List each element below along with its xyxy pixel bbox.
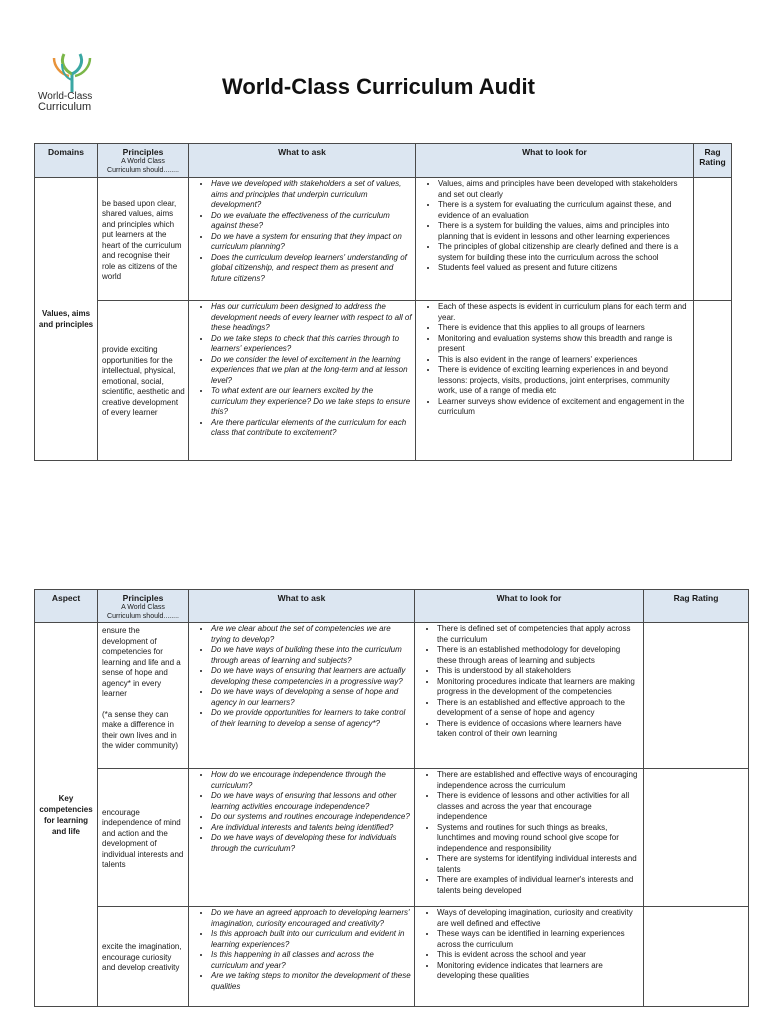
rag-rating-cell[interactable] bbox=[644, 907, 749, 1007]
what-to-look-for-cell bbox=[415, 907, 644, 1007]
list-item: • Learner surveys show evidence of excitement and engagement in the curriculum bbox=[438, 397, 690, 418]
rag-rating-cell[interactable] bbox=[694, 301, 732, 461]
list-item: • Do we have ways of ensuring that lessons and other learning activities encourage independence? bbox=[211, 791, 411, 812]
principle-text: ensure the development of competencies for learning and life and a sense of hope and agency* in every learner bbox=[102, 626, 181, 698]
header-what-to-look-for: What to look for bbox=[416, 144, 694, 178]
rag-rating-cell[interactable] bbox=[644, 623, 749, 769]
list-item: • There are examples of individual learner's interests and talents being developed bbox=[437, 875, 640, 896]
what-to-look-for-cell bbox=[416, 301, 694, 461]
table-row bbox=[35, 907, 749, 1007]
list-item: • Is this approach built into our curriculum and evident in learning experiences? bbox=[211, 929, 411, 950]
table-row bbox=[35, 623, 749, 769]
aspect-cell: Key competencies for learning and life bbox=[35, 623, 98, 1007]
table-row bbox=[35, 769, 749, 907]
list-item: • Systems and routines for such things as breaks, lunchtimes and moving round school give scope for independence and responsibility bbox=[437, 823, 640, 855]
rag-rating-cell[interactable] bbox=[644, 769, 749, 907]
list-item: • Do we provide opportunities for learners to take control of their learning to develop a sense of agency*? bbox=[211, 708, 411, 729]
list-item: • Do we consider the level of excitement in the learning experiences that we plan at the long-term and at lesson level? bbox=[211, 355, 412, 387]
list-item: • There is evidence of occasions where learners have taken control of their own learning bbox=[437, 719, 640, 740]
what-to-look-for-cell bbox=[415, 769, 644, 907]
table-row bbox=[35, 178, 732, 301]
list-item: • Do our systems and routines encourage independence? bbox=[211, 812, 411, 823]
what-to-ask-cell bbox=[189, 178, 416, 301]
header-what-to-look-for: What to look for bbox=[415, 590, 644, 623]
header-what-to-ask: What to ask bbox=[189, 590, 415, 623]
principle-cell: encourage independence of mind and action and the development of individual interests and talents bbox=[98, 769, 189, 907]
rag-rating-cell[interactable] bbox=[694, 178, 732, 301]
list-item: • There is defined set of competencies that apply across the curriculum bbox=[437, 624, 640, 645]
list-item: • Have we developed with stakeholders a set of values, aims and principles that underpin curriculum development? bbox=[211, 179, 412, 211]
header-domains: Domains bbox=[35, 144, 98, 178]
header-principles: Principles A World Class Curriculum should........ bbox=[98, 590, 189, 623]
list-item: • There is a system for evaluating the curriculum against these, and evidence of an evaluation bbox=[438, 200, 690, 221]
list-item: • Are we taking steps to monitor the development of these qualities bbox=[211, 971, 411, 992]
list-item: • Do we have an agreed approach to developing learners' imagination, curiosity encouraged and creativity? bbox=[211, 908, 411, 929]
list-item: • There is an established methodology for developing these through areas of learning and subjects bbox=[437, 645, 640, 666]
header-aspect: Aspect bbox=[35, 590, 98, 623]
logo-line-2: Curriculum bbox=[38, 101, 92, 113]
list-item: • Do we evaluate the effectiveness of the curriculum against these? bbox=[211, 211, 412, 232]
header-rag-rating: Rag Rating bbox=[644, 590, 749, 623]
what-to-ask-cell bbox=[189, 769, 415, 907]
list-item: • This is understood by all stakeholders bbox=[437, 666, 640, 677]
domain-cell: Values, aims and principles bbox=[35, 178, 98, 461]
list-item: • Values, aims and principles have been developed with stakeholders and set out clearly bbox=[438, 179, 690, 200]
list-item: • There is evidence that this applies to all groups of learners bbox=[438, 323, 690, 334]
header-what-to-ask: What to ask bbox=[189, 144, 416, 178]
list-item: • Ways of developing imagination, curiosity and creativity are well defined and effective bbox=[437, 908, 640, 929]
list-item: • The principles of global citizenship are clearly defined and there is a system for building these into the curriculum across the school bbox=[438, 242, 690, 263]
header-principles: Principles A World Class Curriculum should........ bbox=[98, 144, 189, 178]
list-item: • This is evident across the school and year bbox=[437, 950, 640, 961]
list-item: • There is a system for building the values, aims and principles into planning that is evident in lessons and other learning experiences bbox=[438, 221, 690, 242]
what-to-ask-cell bbox=[189, 301, 416, 461]
page-title: World-Class Curriculum Audit bbox=[222, 74, 535, 99]
principle-cell: be based upon clear, shared values, aims and principles which put learners at the heart of the curriculum and recognise their role as citizens of the world bbox=[98, 178, 189, 301]
list-item: • Do we have a system for ensuring that they impact on curriculum planning? bbox=[211, 232, 412, 253]
audit-table-values bbox=[34, 143, 732, 461]
list-item: • There is evidence of lessons and other activities for all classes and across the year that encourage independence bbox=[437, 791, 640, 823]
list-item: • Do we have ways of developing a sense of hope and agency in our learners? bbox=[211, 687, 411, 708]
principle-cell: excite the imagination, encourage curiosity and develop creativity bbox=[98, 907, 189, 1007]
list-item: • Do we have ways of building these into the curriculum through areas of learning and subjects? bbox=[211, 645, 411, 666]
list-item: • There are systems for identifying individual interests and talents bbox=[437, 854, 640, 875]
list-item: • How do we encourage independence through the curriculum? bbox=[211, 770, 411, 791]
list-item: • Students feel valued as present and future citizens bbox=[438, 263, 690, 274]
list-item: • Monitoring procedures indicate that learners are making progress in the development of the competencies bbox=[437, 677, 640, 698]
list-item: • Do we take steps to check that this carries through to learners' experiences? bbox=[211, 334, 412, 355]
list-item: • Do we have ways of ensuring that learners are actually developing these competencies in a progressive way? bbox=[211, 666, 411, 687]
list-item: • Does the curriculum develop learners' understanding of global citizenship, and respect them as present and future citizens? bbox=[211, 253, 412, 285]
list-item: • There is an established and effective approach to the development of a sense of hope and agency bbox=[437, 698, 640, 719]
logo-text bbox=[38, 92, 108, 112]
list-item: • Is this happening in all classes and across the curriculum and year? bbox=[211, 950, 411, 971]
principle-cell bbox=[98, 623, 189, 769]
list-item: • Are individual interests and talents being identified? bbox=[211, 823, 411, 834]
audit-table-competencies bbox=[34, 589, 749, 1007]
list-item: • Has our curriculum been designed to address the development needs of every learner with respect to all of these headings? bbox=[211, 302, 412, 334]
list-item: • Are we clear about the set of competencies we are trying to develop? bbox=[211, 624, 411, 645]
header-rag-rating: Rag Rating bbox=[694, 144, 732, 178]
list-item: • These ways can be identified in learning experiences across the curriculum bbox=[437, 929, 640, 950]
list-item: • There is evidence of exciting learning experiences in and beyond lessons: projects, visits, productions, joint enterprises, community work, use of a range of media etc bbox=[438, 365, 690, 397]
list-item: • This is also evident in the range of learners' experiences bbox=[438, 355, 690, 366]
list-item: • Do we have ways of developing these for individuals through the curriculum? bbox=[211, 833, 411, 854]
principle-cell: provide exciting opportunities for the intellectual, physical, emotional, social, scientific, aesthetic and creative development of every learner bbox=[98, 301, 189, 461]
what-to-ask-cell bbox=[189, 623, 415, 769]
list-item: • To what extent are our learners excited by the curriculum they experience? Do we take steps to ensure this? bbox=[211, 386, 412, 418]
table-row bbox=[35, 301, 732, 461]
list-item: • Are there particular elements of the curriculum for each class that contribute to excitement? bbox=[211, 418, 412, 439]
what-to-look-for-cell bbox=[415, 623, 644, 769]
what-to-ask-cell bbox=[189, 907, 415, 1007]
list-item: • Monitoring and evaluation systems show this breadth and range is present bbox=[438, 334, 690, 355]
list-item: • Monitoring evidence indicates that learners are developing these qualities bbox=[437, 961, 640, 982]
list-item: • Each of these aspects is evident in curriculum plans for each term and year. bbox=[438, 302, 690, 323]
world-class-logo bbox=[38, 52, 106, 122]
principle-note: (*a sense they can make a difference in their own lives and in the wider community) bbox=[102, 709, 179, 750]
tree-logo-icon bbox=[50, 52, 94, 92]
logo-line-1: World-Class bbox=[38, 91, 93, 102]
list-item: • There are established and effective ways of encouraging independence across the curriculum bbox=[437, 770, 640, 791]
what-to-look-for-cell bbox=[416, 178, 694, 301]
